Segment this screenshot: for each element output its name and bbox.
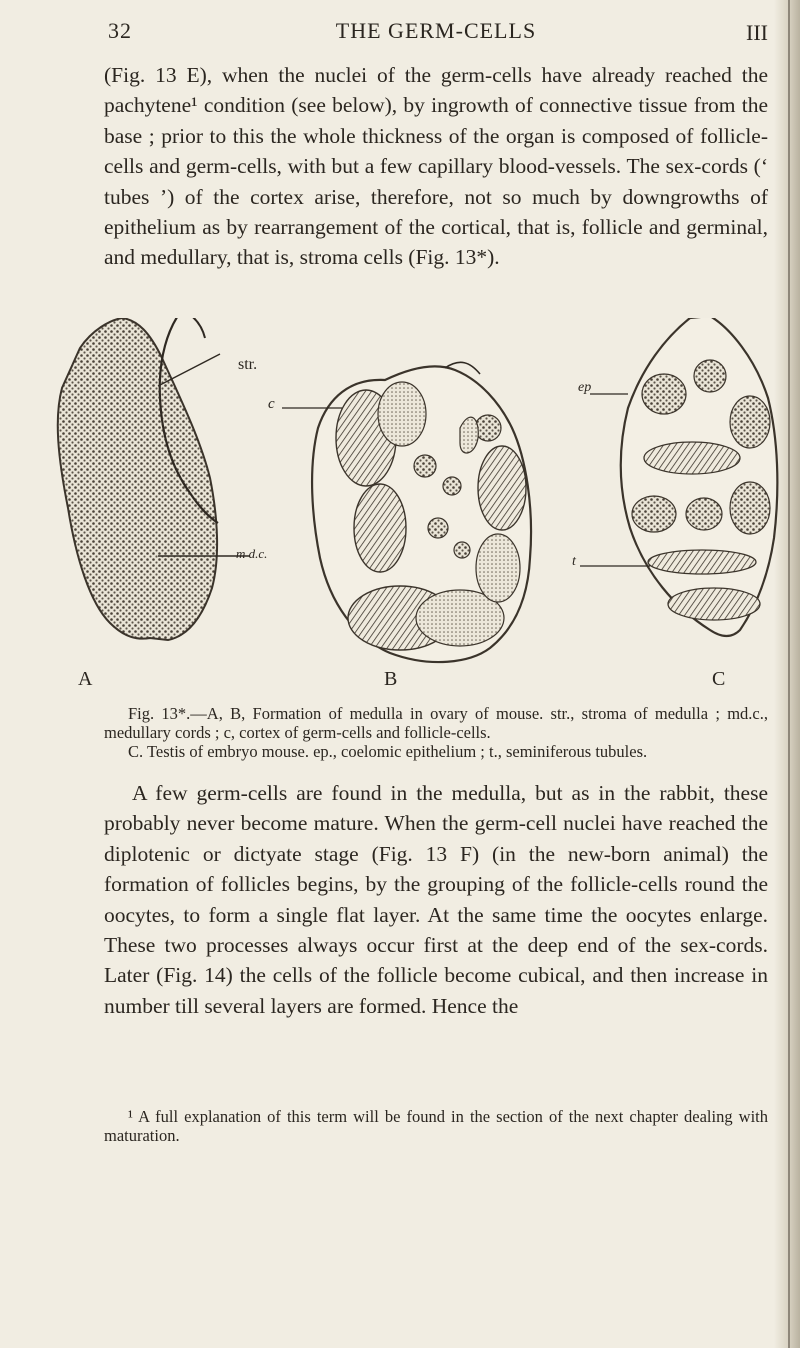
figure-13-star — [50, 318, 780, 698]
panel-c-drawing — [580, 318, 777, 636]
annotation-md-c: m d.c. — [236, 546, 268, 561]
panel-label-c: C — [712, 668, 726, 690]
panel-a-drawing — [58, 318, 250, 640]
page-number: 32 — [108, 18, 132, 43]
figure-drawing — [50, 318, 780, 698]
caption-line-2: C. Testis of embryo mouse. ep., coelomic epithelium ; t., seminiferous tubules. — [128, 742, 648, 761]
caption-line-1: Fig. 13*.—A, B, Formation of medulla in ovary of mouse. str., stroma of medulla ; md.c., medullary cords ; c, cortex of germ-cells and follicle-cells. — [104, 704, 768, 742]
panel-b-drawing — [282, 362, 531, 662]
page-edge-line — [788, 0, 790, 1348]
paragraph-1: (Fig. 13 E), when the nuclei of the germ-cells have already reached the pachytene¹ condition (see below), by ingrowth of connective tissue from the base ; prior to this the whole thickness of the organ is composed of follicle-cells and germ-cells, with but a few capillary blood-vessels. The sex-cords (‘ tubes ’) of the cortex arise, therefore, not so much by downgrowths of epithelium as by rearrangement of the cortical, that is, follicle and germinal, and medullary, that is, stroma cells (Fig. 13*). — [104, 63, 768, 270]
figure-caption — [104, 704, 768, 761]
annotation-ep: ep — [578, 380, 592, 395]
annotation-t: t — [572, 554, 576, 569]
annotation-str: str. — [238, 356, 258, 373]
paragraph-2: A few germ-cells are found in the medulla, but as in the rabbit, these probably never become mature. When the germ-cell nuclei have reached the diplotenic or dictyate stage (Fig. 13 F) (in the new-born animal) the formation of follicles begins, by the grouping of the follicle-cells round the oocytes, to form a single flat layer. At the same time the oocytes enlarge. These two processes always occur first at the deep end of the sex-cords. Later (Fig. 14) the cells of the follicle become cubical, and then increase in number till several layers are formed. Hence the — [104, 781, 768, 1018]
panel-label-b: B — [384, 668, 398, 690]
annotation-c: c — [268, 396, 275, 412]
running-title: THE GERM-CELLS — [335, 18, 537, 43]
footnote: ¹ A full explanation of this term will be found in the section of the next chapter dealing with maturation. — [104, 1107, 768, 1145]
running-header — [96, 14, 776, 48]
chapter-number: III — [746, 20, 768, 45]
panel-label-a: A — [78, 668, 93, 690]
